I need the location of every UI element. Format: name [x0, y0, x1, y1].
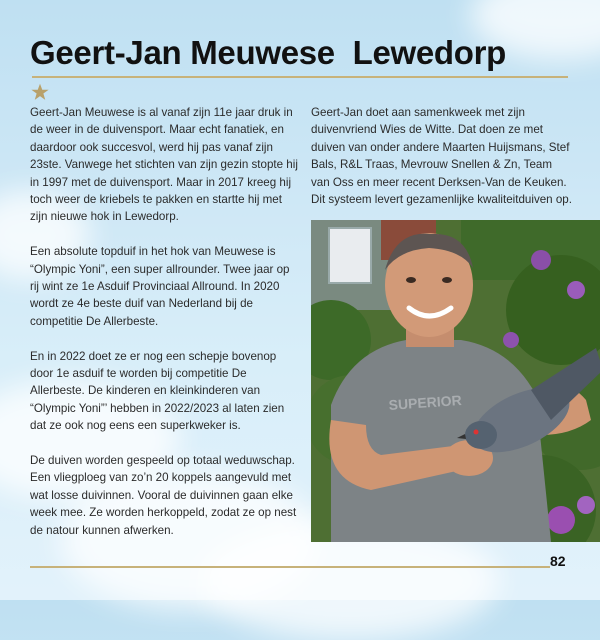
left-text-column — [30, 104, 298, 557]
page-number: 82 — [550, 553, 566, 569]
paragraph: De duiven worden gespeeld op totaal weduwschap. Een vliegploeg van zo’n 20 koppels aangevuld met wat losse duivinnen. Vooral de duivinnen gaan elke week mee. Ze worden herkoppeld, zodat ze op nest de natour kunnen afwerken. — [30, 454, 297, 537]
paragraph: En in 2022 doet ze er nog een schepje bovenop door 1e asduif te worden bij competitie De Allerbeste. De kinderen en kleinkinderen van “Olympic Yoni”’ hebben in 2022/2023 al laten zien dat ze ook nog eens een superkweker is. — [30, 349, 285, 433]
title-divider — [32, 76, 568, 78]
page-title: Geert-Jan Meuwese Lewedorp — [30, 34, 507, 71]
photo-illustration — [311, 220, 600, 542]
portrait-photo — [311, 220, 600, 542]
shirt-print: SUPERIOR — [388, 391, 463, 413]
paragraph: Een absolute topduif in het hok van Meuwese is “Olympic Yoni”, een super allrounder. Twee jaar op rij wint ze 1e Asduif Provinciaal Allround. In 2020 wordt ze 4e beste duif van Nederland bij de competitie De Allerbeste. — [30, 245, 290, 328]
paragraph: Geert-Jan doet aan samenkweek met zijn duivenvriend Wies de Witte. Dat doen ze met duiven van onder andere Maarten Huijsmans, Stef Bals, R&L Traas, Mevrouw Snellen & Zn, Team van Oss en meer recent Derksen-Van de Keuken. Dit systeem levert gezamenlijke kwaliteitduiven op. — [311, 106, 572, 207]
paragraph: Geert-Jan Meuwese is al vanaf zijn 11e jaar druk in de weer in de duivensport. Maar echt fanatiek, en daardoor ook succesvol, werd hij pas vanaf zijn 23ste. Vanwege het stichten van zijn gezin stopte hij in 1997 met de duivensport. Maar in 2017 kreeg hij toch weer de kriebels te pakken en startte hij met zijn nieuwe hok in Lewedorp. — [30, 106, 298, 224]
star-icon — [31, 83, 49, 101]
right-text-column — [311, 104, 573, 226]
footer-divider — [30, 566, 550, 568]
